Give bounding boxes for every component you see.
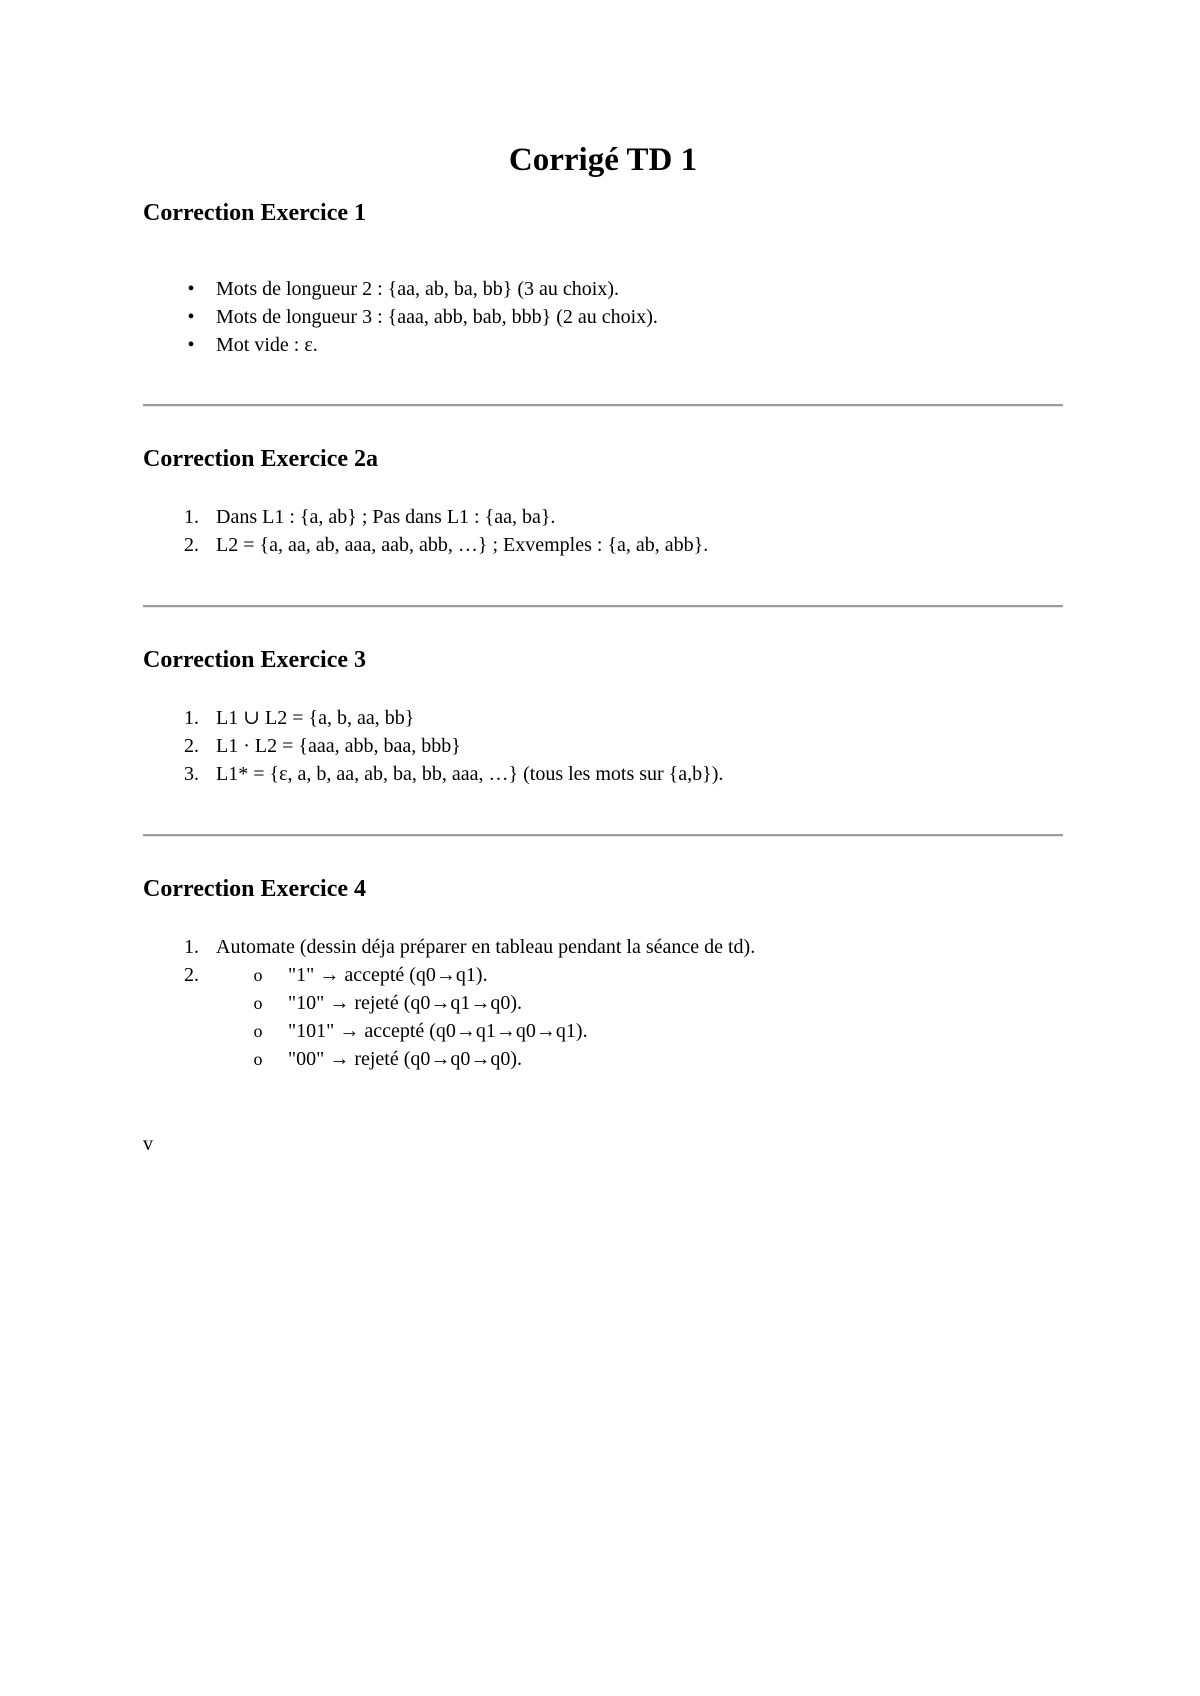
list-item xyxy=(143,331,658,359)
list-item xyxy=(143,303,658,331)
exercise-1-list xyxy=(143,275,658,359)
bullet-icon: • xyxy=(187,334,195,356)
list-item xyxy=(143,275,658,303)
list-item-text: Mots de longueur 3 : {aaa, abb, bab, bbb} (2 au choix). xyxy=(216,306,658,328)
exercise-4-list xyxy=(143,933,755,1073)
exercise-2a-list xyxy=(143,503,708,559)
list-item-text: L2 = {a, aa, ab, aaa, aab, abb, …} ; Exvemples : {a, ab, abb}. xyxy=(216,534,709,556)
list-item-text: Dans L1 : {a, ab} ; Pas dans L1 : {aa, ba}. xyxy=(216,506,556,528)
list-item-text: L1 ∪ L2 = {a, b, aa, bb} xyxy=(216,707,415,729)
section-divider xyxy=(143,404,1063,407)
list-number: 2. xyxy=(184,964,199,986)
exercise-3-heading: Correction Exercice 3 xyxy=(143,647,367,673)
list-item-text: L1 · L2 = {aaa, abb, baa, bbb} xyxy=(216,735,461,757)
list-item xyxy=(143,732,723,760)
exercise-2a-heading: Correction Exercice 2a xyxy=(143,446,379,472)
bullet-icon: • xyxy=(187,306,195,328)
section-divider xyxy=(143,605,1063,608)
circle-bullet-icon: o xyxy=(253,993,263,1013)
list-number: 1. xyxy=(184,707,199,729)
exercise-4-sublist xyxy=(216,961,755,1073)
sublist-item-text: "00" → rejeté (q0→q0→q0). xyxy=(288,1048,523,1070)
exercise-3-list xyxy=(143,704,723,788)
sublist-item xyxy=(143,989,755,1017)
list-item xyxy=(143,760,723,788)
sublist-item xyxy=(143,1017,755,1045)
sublist-item xyxy=(143,961,755,989)
list-item xyxy=(143,503,708,531)
list-item-text: Mot vide : ε. xyxy=(216,334,318,356)
list-item xyxy=(143,531,708,559)
exercise-4-heading: Correction Exercice 4 xyxy=(143,876,367,902)
circle-bullet-icon: o xyxy=(253,1049,263,1069)
list-item xyxy=(143,704,723,732)
trailing-text: v xyxy=(143,1133,153,1155)
list-item xyxy=(143,961,755,1073)
list-item-text: Mots de longueur 2 : {aa, ab, ba, bb} (3 au choix). xyxy=(216,278,619,300)
list-number: 1. xyxy=(184,506,199,528)
list-item-text: L1* = {ε, a, b, aa, ab, ba, bb, aaa, …} (tous les mots sur {a,b}). xyxy=(216,763,724,785)
list-item xyxy=(143,933,755,961)
list-item-text: Automate (dessin déja préparer en tableau pendant la séance de td). xyxy=(216,936,756,958)
sublist-item xyxy=(143,1045,755,1073)
circle-bullet-icon: o xyxy=(253,965,263,985)
sublist-item-text: "101" → accepté (q0→q1→q0→q1). xyxy=(288,1020,588,1042)
page-title: Corrigé TD 1 xyxy=(508,142,698,178)
list-number: 1. xyxy=(184,936,199,958)
list-number: 3. xyxy=(184,763,199,785)
list-number: 2. xyxy=(184,735,199,757)
list-number: 2. xyxy=(184,534,199,556)
circle-bullet-icon: o xyxy=(253,1021,263,1041)
exercise-1-heading: Correction Exercice 1 xyxy=(143,200,367,226)
sublist-item-text: "10" → rejeté (q0→q1→q0). xyxy=(288,992,523,1014)
section-divider xyxy=(143,834,1063,837)
sublist-item-text: "1" → accepté (q0→q1). xyxy=(288,964,488,986)
bullet-icon: • xyxy=(187,278,195,300)
